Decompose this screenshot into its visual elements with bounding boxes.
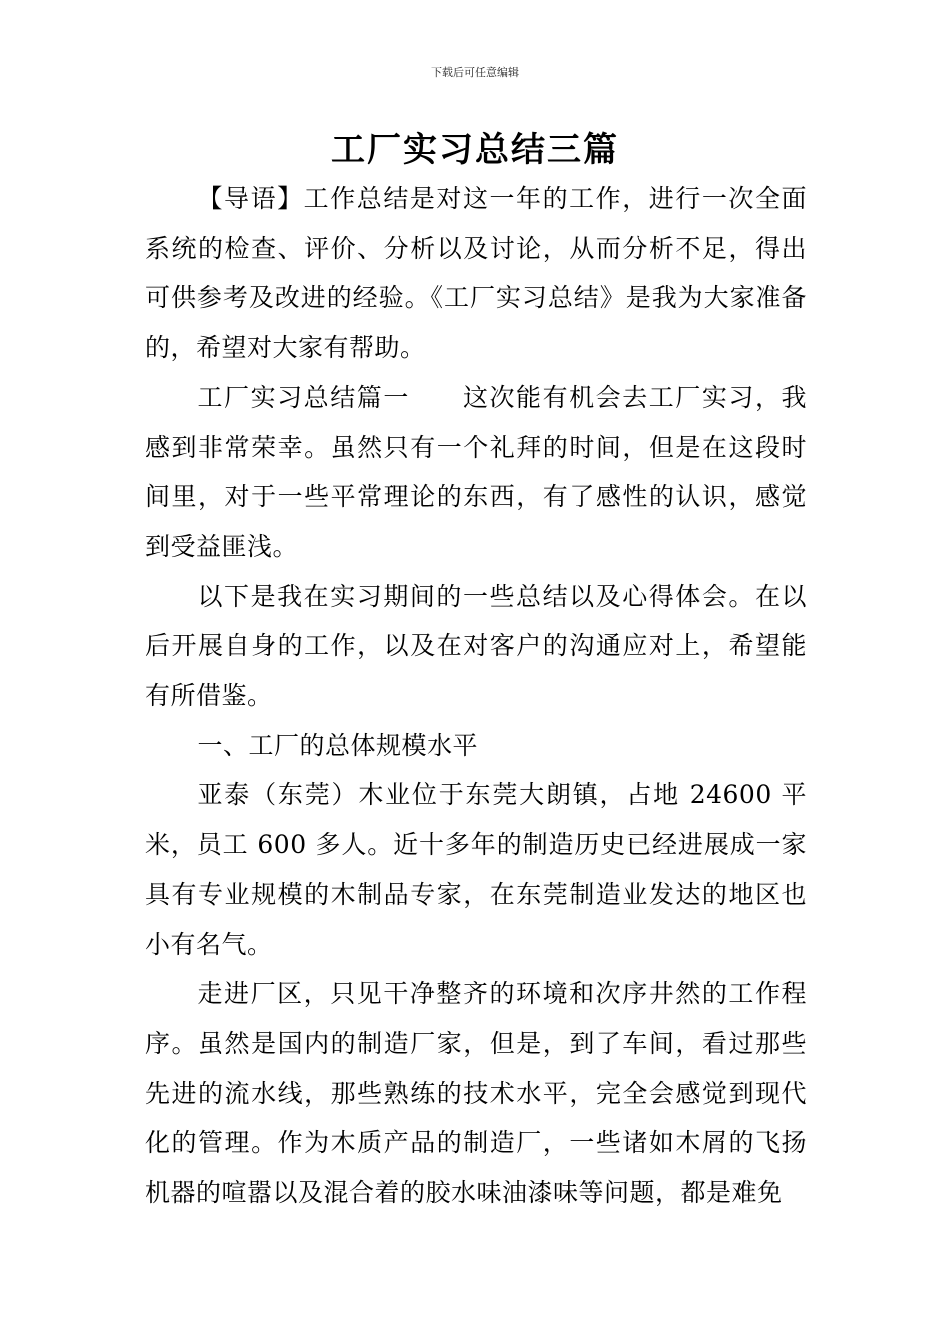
section-one-paragraph: 工厂实习总结篇一 这次能有机会去工厂实习，我感到非常荣幸。虽然只有一个礼拜的时间，但是在这段时间里，对于一些平常理论的东西，有了感性的认识，感觉到受益匪浅。 [145,382,807,561]
section-heading: 一、工厂的总体规模水平 [197,730,479,760]
document-body [145,174,807,1218]
header-note: 下载后可任意编辑 [431,66,519,79]
intro-paragraph: 【导语】工作总结是对这一年的工作，进行一次全面系统的检查、评价、分析以及讨论，从而分析不足，得出可供参考及改进的经验。《工厂实习总结》是我为大家准备的，希望对大家有帮助。 [145,184,807,363]
factory-environment-paragraph: 走进厂区，只见干净整齐的环境和次序井然的工作程序。虽然是国内的制造厂家，但是，到了车间，看过那些先进的流水线，那些熟练的技术水平，完全会感觉到现代化的管理。作为木质产品的制造厂，一些诸如木屑的飞扬机器的喧嚣以及混合着的胶水味油漆味等问题，都是难免 [145,979,807,1208]
factory-scale-paragraph: 亚泰（东莞）木业位于东莞大朗镇，占地 24600 平米，员工 600 多人。近十多年的制造历史已经进展成一家具有专业规模的木制品专家，在东莞制造业发达的地区也小有名气。 [145,780,807,959]
document-title: 工厂实习总结三篇 [331,130,619,170]
summary-paragraph: 以下是我在实习期间的一些总结以及心得体会。在以后开展自身的工作，以及在对客户的沟通应对上，希望能有所借鉴。 [145,581,807,711]
